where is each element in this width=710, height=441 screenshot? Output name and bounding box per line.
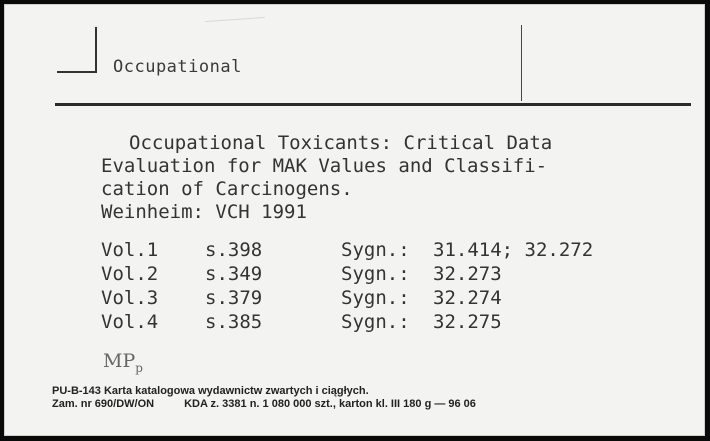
title-line: Evaluation for MAK Values and Classifi- xyxy=(101,155,548,177)
faint-pencil-mark xyxy=(205,17,265,22)
left-vertical-rule xyxy=(95,27,97,73)
volume-row xyxy=(101,238,633,262)
signature-label: Sygn.: xyxy=(341,287,410,309)
signature-label: Sygn.: xyxy=(341,263,410,285)
volume-number: Vol.3 xyxy=(101,287,159,309)
cataloger-initials xyxy=(103,350,143,375)
catalog-card xyxy=(4,4,705,436)
card-heading: Occupational xyxy=(113,57,242,77)
header-rule xyxy=(55,103,691,106)
signature-value: 32.274 xyxy=(433,287,502,309)
footer-line-1: PU-B-143 Karta katalogowa wydawnictw zwartych i ciągłych. xyxy=(52,385,369,397)
title-block xyxy=(101,132,661,224)
initials-main: MP xyxy=(103,350,136,372)
volume-row xyxy=(101,310,633,334)
initials-sub: p xyxy=(135,360,143,375)
publisher-line: Weinheim: VCH 1991 xyxy=(101,201,307,223)
volume-pages: s.349 xyxy=(205,263,263,285)
volume-number: Vol.2 xyxy=(101,263,159,285)
volume-number: Vol.1 xyxy=(101,239,159,261)
title-line: cation of Carcinogens. xyxy=(101,178,353,200)
volume-table xyxy=(101,238,633,334)
volume-number: Vol.4 xyxy=(101,311,159,333)
footer-print-info: KDA z. 3381 n. 1 080 000 szt., karton kl. III 180 g — 96 06 xyxy=(184,398,476,410)
volume-pages: s.385 xyxy=(205,311,263,333)
footer-line-2 xyxy=(52,398,692,411)
title-line: Occupational Toxicants: Critical Data xyxy=(129,132,553,154)
volume-row xyxy=(101,286,633,310)
printer-footer xyxy=(52,385,692,411)
left-horizontal-dash xyxy=(57,71,97,73)
volume-pages: s.398 xyxy=(205,239,263,261)
footer-order-number: Zam. nr 690/DW/ON xyxy=(52,398,155,410)
signature-value: 32.275 xyxy=(433,311,502,333)
signature-label: Sygn.: xyxy=(341,311,410,333)
volume-pages: s.379 xyxy=(205,287,263,309)
volume-row xyxy=(101,262,633,286)
signature-label: Sygn.: xyxy=(341,239,410,261)
right-vertical-rule xyxy=(521,25,522,101)
signature-value: 32.273 xyxy=(433,263,502,285)
signature-value: 31.414; 32.272 xyxy=(433,239,594,261)
